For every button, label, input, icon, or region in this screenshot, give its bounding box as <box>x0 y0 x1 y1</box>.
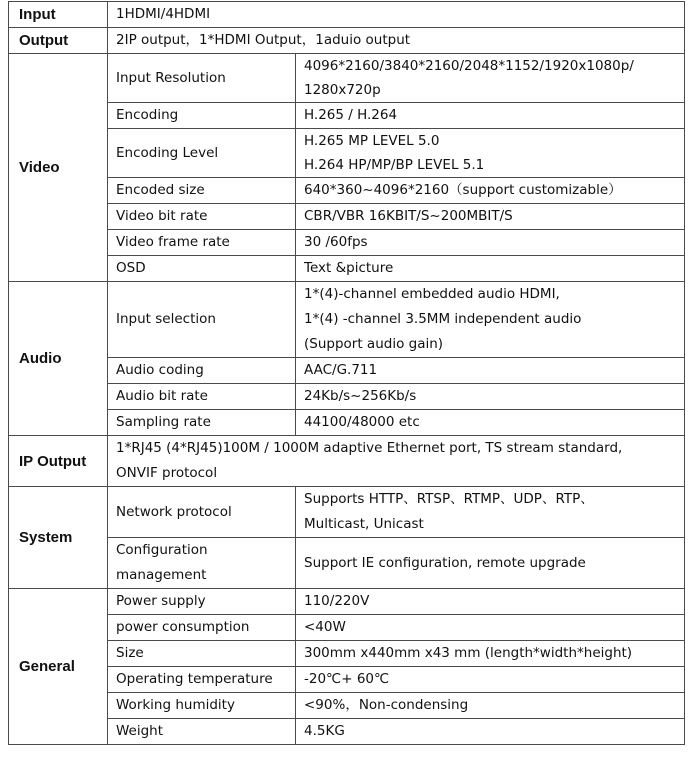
spec-name: Size <box>108 641 296 667</box>
spec-name: Audio bit rate <box>108 384 296 410</box>
spec-name: Input Resolution <box>108 54 296 103</box>
spec-value-line: Multicast, Unicast <box>304 516 424 532</box>
row-ip-output <box>9 436 685 487</box>
spec-name: Network protocol <box>108 487 296 538</box>
spec-value: 30 /60fps <box>296 230 685 256</box>
category-video: Video <box>9 54 108 282</box>
spec-name-line: management <box>116 567 207 583</box>
spec-value-line: 1*(4) -channel 3.5MM independent audio <box>304 311 582 327</box>
spec-value <box>296 129 685 178</box>
row-video-frame-rate <box>9 230 685 256</box>
spec-value: 640*360~4096*2160（support customizable） <box>296 178 685 204</box>
row-input <box>9 2 685 28</box>
row-output <box>9 28 685 54</box>
spec-value: CBR/VBR 16KBIT/S~200MBIT/S <box>296 204 685 230</box>
spec-value-line: Supports HTTP、RTSP、RTMP、UDP、RTP、 <box>304 491 594 507</box>
row-general-working-humidity <box>9 693 685 719</box>
spec-name: Input selection <box>108 282 296 358</box>
spec-name: Encoding Level <box>108 129 296 178</box>
spec-value-line: 1*(4)-channel embedded audio HDMI, <box>304 286 560 302</box>
spec-value: H.265 / H.264 <box>296 103 685 129</box>
spec-value-line: ONVIF protocol <box>116 465 218 481</box>
row-video-encoded-size <box>9 178 685 204</box>
spec-value: Support IE configuration, remote upgrade <box>296 538 685 589</box>
row-general-power-consumption <box>9 615 685 641</box>
category-output: Output <box>9 28 108 54</box>
spec-name: power consumption <box>108 615 296 641</box>
category-input: Input <box>9 2 108 28</box>
spec-value-line: 1280x720p <box>304 82 381 98</box>
category-system: System <box>9 487 108 589</box>
row-audio-coding <box>9 358 685 384</box>
spec-value-line: (Support audio gain) <box>304 336 444 352</box>
row-audio-bit-rate <box>9 384 685 410</box>
output-value: 2IP output，1*HDMI Output，1aduio output <box>108 28 685 54</box>
spec-value: Text &picture <box>296 256 685 282</box>
spec-name-line: Configuration <box>116 542 208 558</box>
spec-value: 300mm x440mm x43 mm (length*width*height) <box>296 641 685 667</box>
spec-value: AAC/G.711 <box>296 358 685 384</box>
ip-output-value <box>108 436 685 487</box>
row-general-weight <box>9 719 685 745</box>
spec-value <box>296 487 685 538</box>
row-video-encoding-level <box>9 129 685 178</box>
spec-name: Audio coding <box>108 358 296 384</box>
row-general-size <box>9 641 685 667</box>
spec-value: 24Kb/s~256Kb/s <box>296 384 685 410</box>
row-general-operating-temperature <box>9 667 685 693</box>
spec-value: <90%，Non-condensing <box>296 693 685 719</box>
input-value: 1HDMI/4HDMI <box>108 2 685 28</box>
spec-name: Sampling rate <box>108 410 296 436</box>
spec-name: Operating temperature <box>108 667 296 693</box>
row-audio-sampling-rate <box>9 410 685 436</box>
spec-value: 44100/48000 etc <box>296 410 685 436</box>
spec-name: Weight <box>108 719 296 745</box>
spec-value: -20℃+ 60℃ <box>296 667 685 693</box>
row-video-input-resolution <box>9 54 685 103</box>
spec-value-line: H.265 MP LEVEL 5.0 <box>304 133 440 149</box>
spec-name: Encoded size <box>108 178 296 204</box>
category-ip-output: IP Output <box>9 436 108 487</box>
row-general-power-supply <box>9 589 685 615</box>
row-video-bit-rate <box>9 204 685 230</box>
spec-value <box>296 54 685 103</box>
spec-value: <40W <box>296 615 685 641</box>
spec-name: Video frame rate <box>108 230 296 256</box>
spec-value: 110/220V <box>296 589 685 615</box>
spec-value-line: 4096*2160/3840*2160/2048*1152/1920x1080p/ <box>304 58 634 74</box>
spec-name: OSD <box>108 256 296 282</box>
spec-name: Power supply <box>108 589 296 615</box>
category-general: General <box>9 589 108 745</box>
category-audio: Audio <box>9 282 108 436</box>
spec-value-line: 1*RJ45 (4*RJ45)100M / 1000M adaptive Ethernet port, TS stream standard, <box>116 440 623 456</box>
row-audio-input-selection <box>9 282 685 358</box>
row-system-network-protocol <box>9 487 685 538</box>
spec-table <box>8 1 685 745</box>
spec-value: 4.5KG <box>296 719 685 745</box>
spec-value <box>296 282 685 358</box>
spec-name: Encoding <box>108 103 296 129</box>
row-video-osd <box>9 256 685 282</box>
row-video-encoding <box>9 103 685 129</box>
spec-value-line: H.264 HP/MP/BP LEVEL 5.1 <box>304 157 485 173</box>
spec-name: Video bit rate <box>108 204 296 230</box>
spec-name <box>108 538 296 589</box>
row-system-configuration-management <box>9 538 685 589</box>
spec-name: Working humidity <box>108 693 296 719</box>
